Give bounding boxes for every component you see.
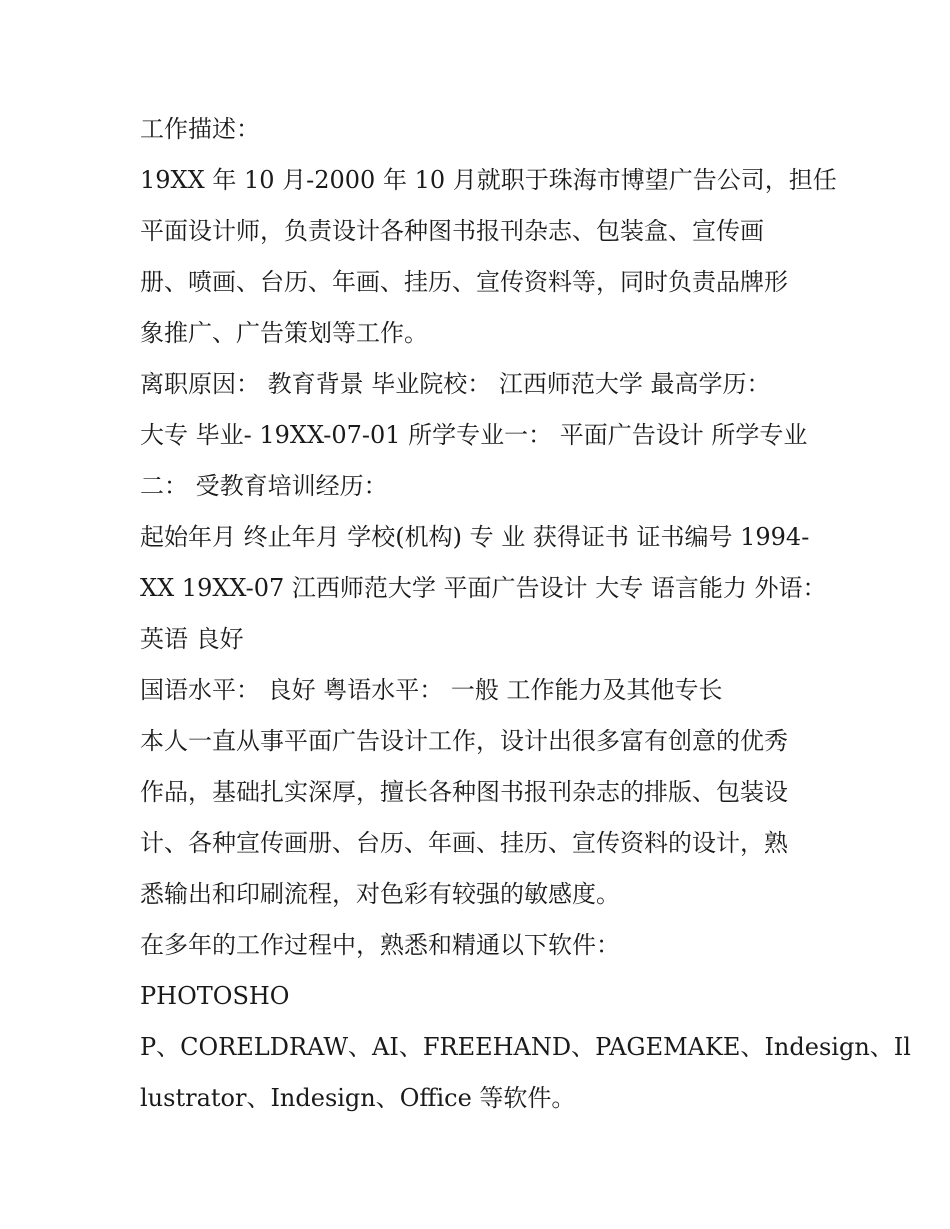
text-line: 作品，基础扎实深厚，擅长各种图书报刊杂志的排版、包装设 [140, 778, 788, 806]
text-line: 二： 受教育培训经历： [140, 472, 388, 500]
text-line: 悉输出和印刷流程，对色彩有较强的敏感度。 [140, 880, 620, 908]
text-line: PHOTOSHO [140, 982, 290, 1010]
text-line: 大专 毕业- 19XX-07-01 所学专业一： 平面广告设计 所学专业 [140, 421, 808, 449]
text-line: 在多年的工作过程中，熟悉和精通以下软件： [140, 931, 620, 959]
text-line: lustrator、Indesign、Office 等软件。 [140, 1084, 576, 1112]
document-body [140, 104, 911, 1124]
text-line: 英语 良好 [140, 625, 244, 653]
text-line: 起始年月 终止年月 学校(机构) 专 业 获得证书 证书编号 1994- [140, 523, 810, 551]
text-line: 离职原因： 教育背景 毕业院校： 江西师范大学 最高学历： [140, 370, 771, 398]
text-line: 册、喷画、台历、年画、挂历、宣传资料等，同时负责品牌形 [140, 268, 788, 296]
text-line: 国语水平： 良好 粤语水平： 一般 工作能力及其他专长 [140, 676, 723, 704]
text-line: XX 19XX-07 江西师范大学 平面广告设计 大专 语言能力 外语： [140, 574, 827, 602]
text-line: 象推广、广告策划等工作。 [140, 319, 428, 347]
heading-job-description: 工作描述： [140, 115, 260, 143]
text-line: 19XX 年 10 月-2000 年 10 月就职于珠海市博望广告公司，担任 [140, 166, 837, 194]
text-line: 平面设计师，负责设计各种图书报刊杂志、包装盒、宣传画 [140, 217, 764, 245]
text-line: 计、各种宣传画册、台历、年画、挂历、宣传资料的设计，熟 [140, 829, 788, 857]
text-line: P、CORELDRAW、AI、FREEHAND、PAGEMAKE、Indesign、Il [140, 1033, 911, 1061]
text-line: 本人一直从事平面广告设计工作，设计出很多富有创意的优秀 [140, 727, 788, 755]
